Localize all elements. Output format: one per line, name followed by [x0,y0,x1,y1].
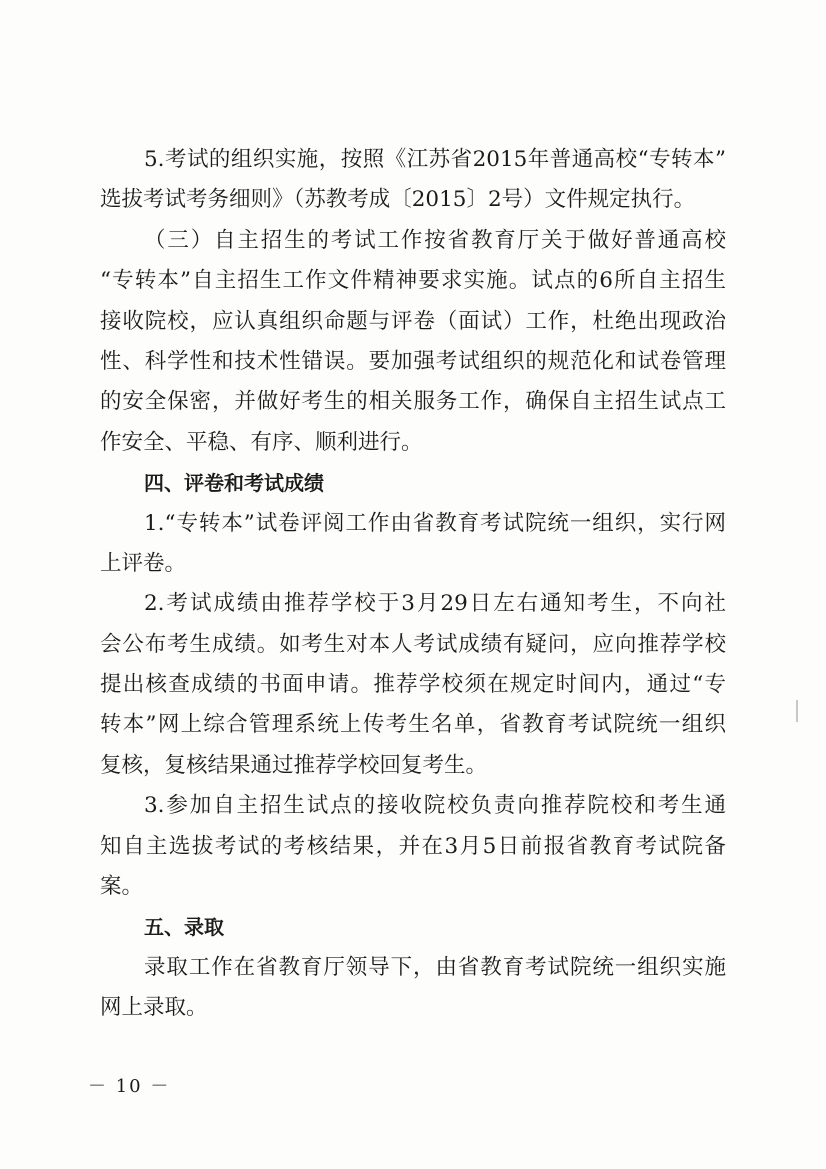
paragraph-line: 2.考试成绩由推荐学校于3月29日左右通知考生，不向社 [144,591,726,617]
paragraph-line: 5.考试的组织实施，按照《江苏省2015年普通高校“专转本” [144,147,726,172]
page-number: － 10 － [88,1076,171,1097]
paragraph-line: 知自主选拔考试的考核结果，并在3月5日前报省教育考试院备 [100,833,726,859]
paragraph-line: （三）自主招生的考试工作按省教育厅关于做好普通高校 [144,227,726,253]
paragraph-line: 选拔考试考务细则》（苏教考成〔2015〕2号）文件规定执行。 [100,187,696,213]
paragraph-line: “专转本”自主招生工作文件精神要求实施。试点的6所自主招生 [100,268,726,294]
paragraph-line: 上评卷。 [100,550,187,576]
paragraph-line: 网上录取。 [100,995,208,1021]
paragraph-line: 的安全保密，并做好考生的相关服务工作，确保自主招生试点工 [100,389,726,415]
paragraph-line: 提出核查成绩的书面申请。推荐学校须在规定时间内，通过“专 [100,672,726,698]
paragraph-line: 复核，复核结果通过推荐学校回复考生。 [100,752,488,778]
document-body [100,140,726,1029]
paragraph-line: 录取工作在省教育厅领导下，由省教育考试院统一组织实施 [144,954,726,980]
paragraph-line: 3.参加自主招生试点的接收院校负责向推荐院校和考生通 [144,793,726,819]
scan-edge-mark [796,700,798,722]
paragraph-line: 转本”网上综合管理系统上传考生名单，省教育考试院统一组织 [100,712,726,738]
section-heading: 四、评卷和考试成绩 [144,471,324,496]
paragraph-line: 性、科学性和技术性错误。要加强考试组织的规范化和试卷管理 [100,348,726,374]
section-heading: 五、录取 [144,915,224,940]
paragraph-line: 作安全、平稳、有序、顺利进行。 [100,429,423,455]
paragraph-line: 会公布考生成绩。如考生对本人考试成绩有疑问，应向推荐学校 [100,631,726,657]
paragraph-line: 案。 [100,874,144,900]
paragraph-line: 1.“专转本”试卷评阅工作由省教育考试院统一组织，实行网 [144,510,726,536]
paragraph-line: 接收院校，应认真组织命题与评卷（面试）工作，杜绝出现政治 [100,308,726,334]
